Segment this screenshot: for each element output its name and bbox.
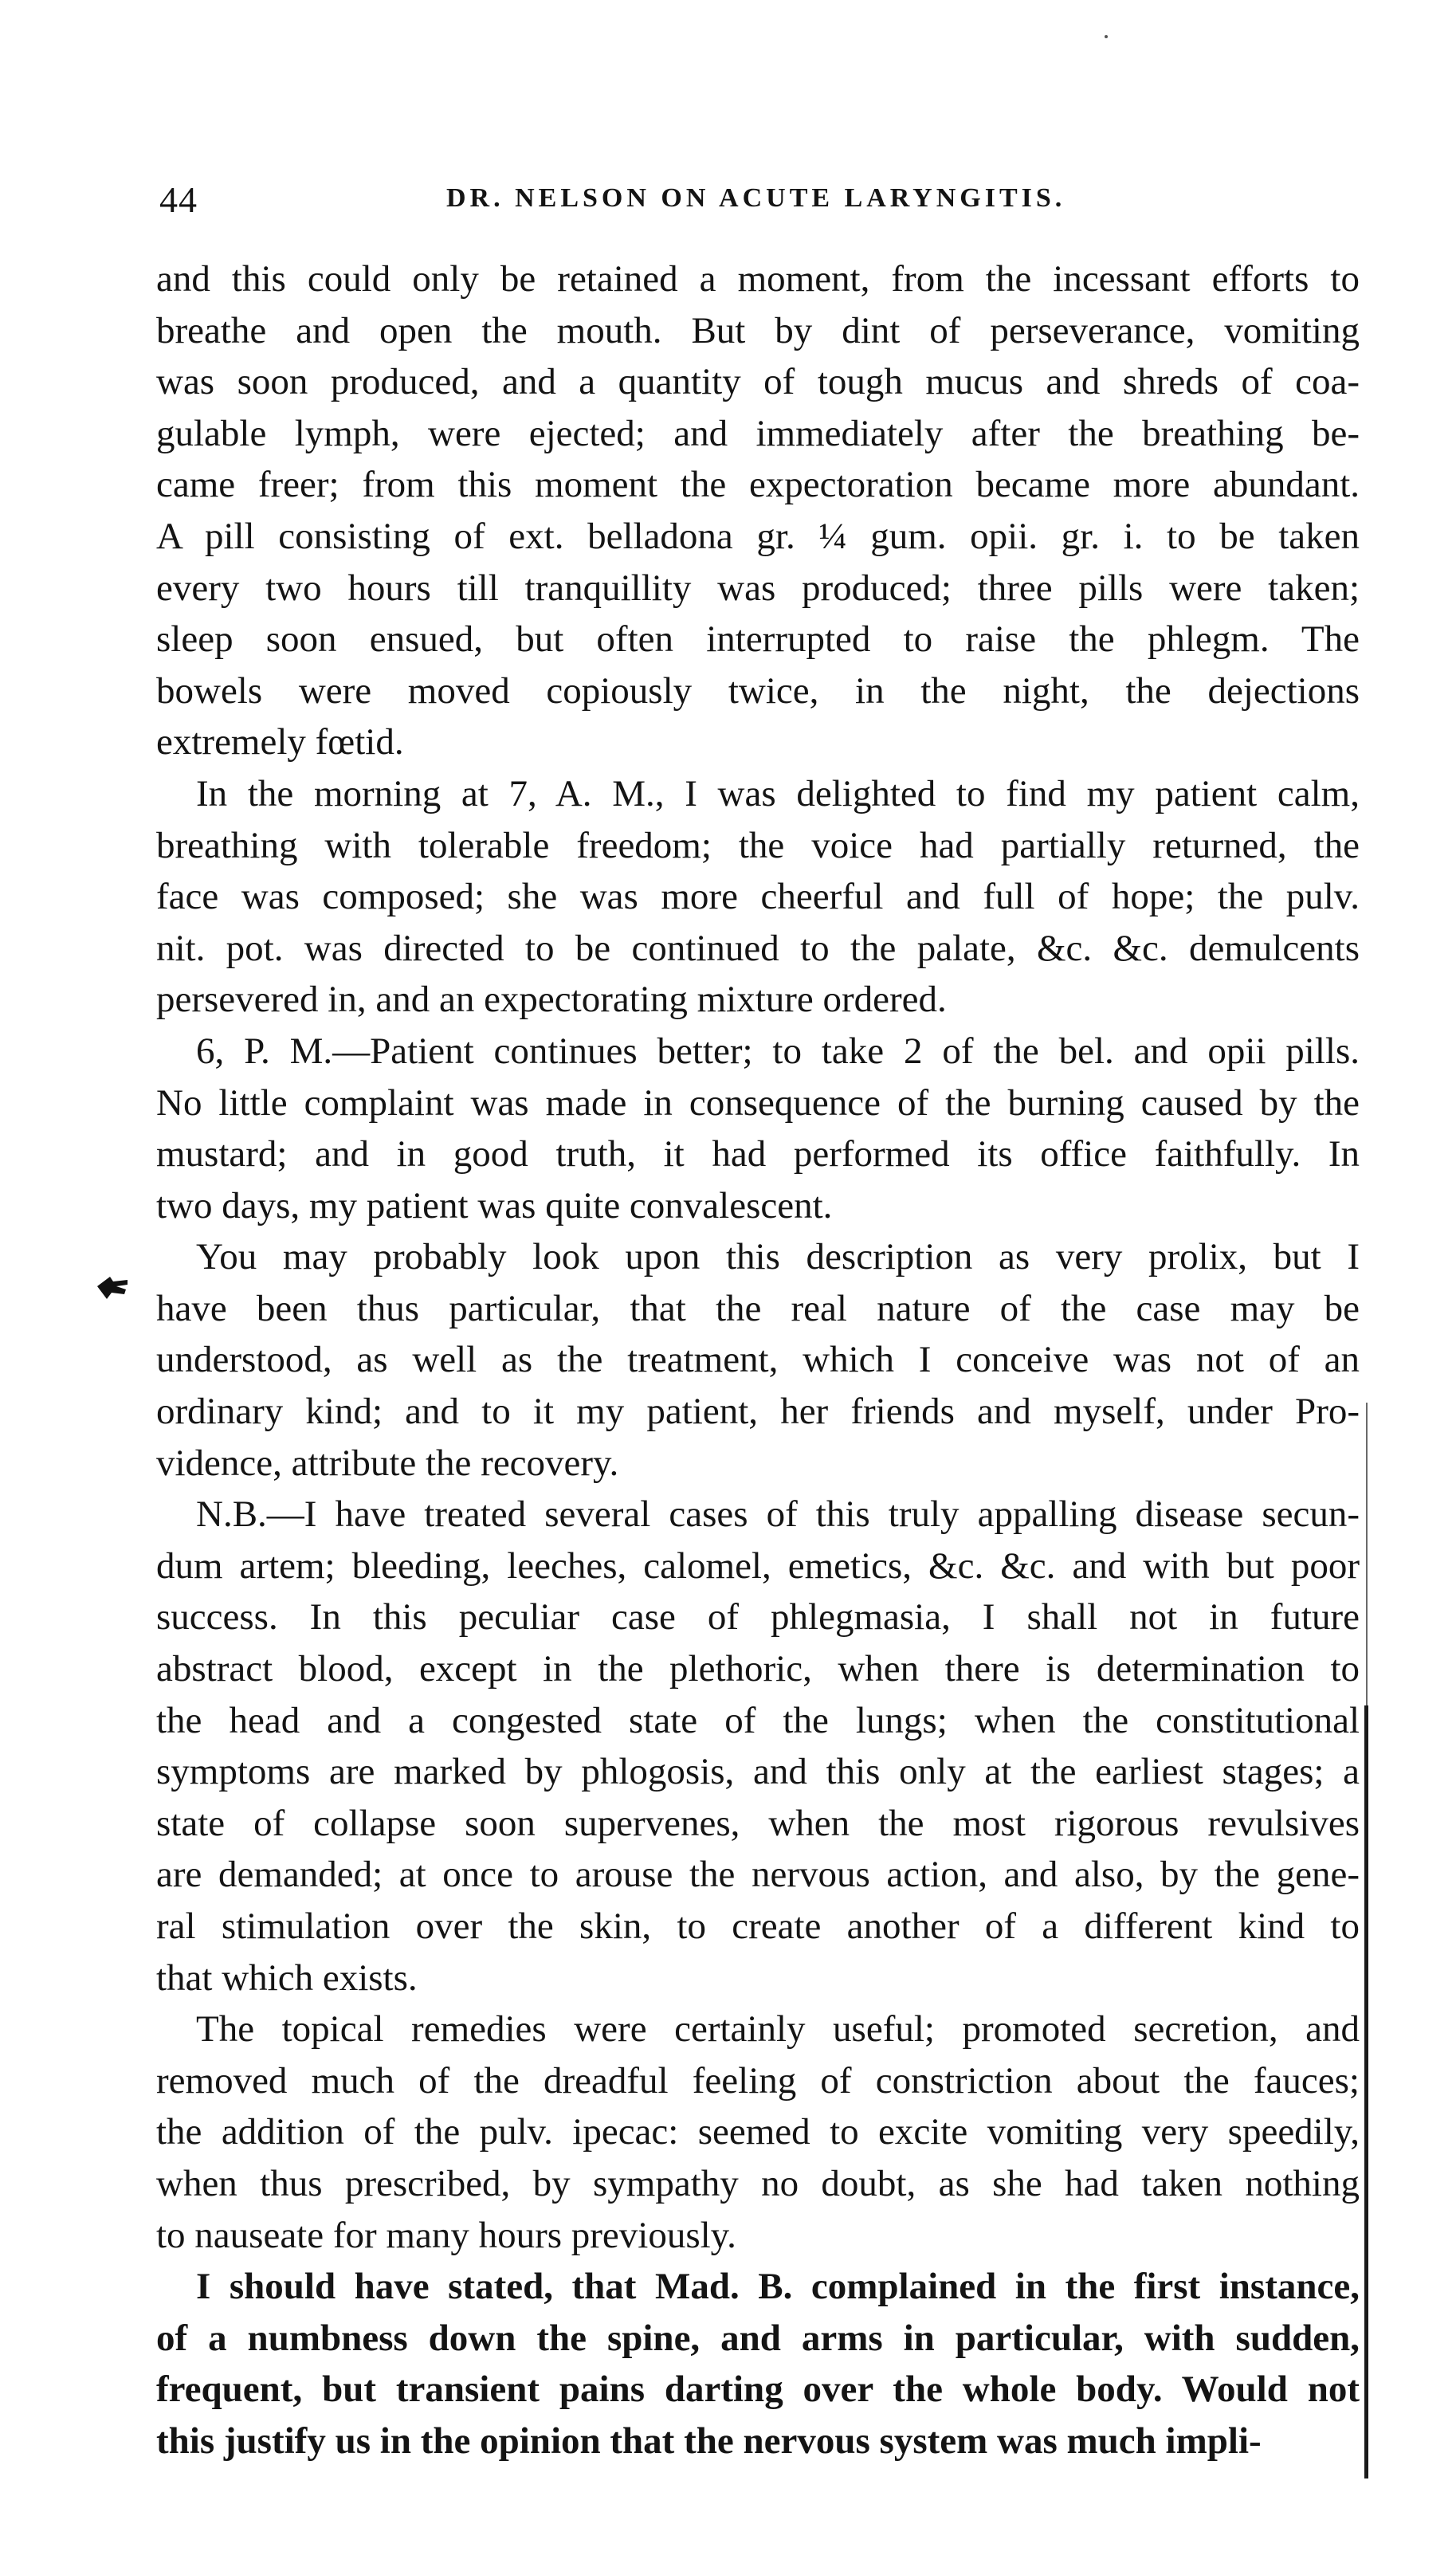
paragraph [156, 768, 1360, 1026]
text-line: symptoms are marked by phlogosis, and this only at the earliest stages; a [156, 1751, 1360, 1793]
text-line: A pill consisting of ext. belladona gr. ¼ gum. opii. gr. i. to be taken [156, 515, 1360, 557]
text-line: I should have stated, that Mad. B. complained in the first instance, [196, 2266, 1360, 2308]
text-line: have been thus particular, that the real nature of the case may be [156, 1287, 1360, 1329]
text-line: The topical remedies were certainly useful; promoted secretion, and [196, 2008, 1360, 2051]
text-line: sleep soon ensued, but often interrupted to raise the phlegm. The [156, 618, 1360, 661]
paragraph [156, 253, 1360, 768]
text-line: two days, my patient was quite convalescent. [156, 1184, 833, 1226]
text-line: abstract blood, except in the plethoric, when there is determination to [156, 1648, 1360, 1690]
text-line: breathe and open the mouth. But by dint of perseverance, vomiting [156, 309, 1360, 351]
text-line: extremely fœtid. [156, 721, 404, 763]
text-line: persevered in, and an expectorating mixture ordered. [156, 979, 947, 1021]
text-line: nit. pot. was directed to be continued to the palate, &c. &c. demulcents [156, 927, 1360, 969]
paragraph [156, 2004, 1360, 2261]
text-line: was soon produced, and a quantity of tough mucus and shreds of coa- [156, 361, 1360, 403]
text-line: the head and a congested state of the lungs; when the constitutional [156, 1699, 1360, 1741]
scan-speck [1105, 35, 1108, 38]
text-line: when thus prescribed, by sympathy no doubt, as she had taken nothing [156, 2162, 1360, 2204]
text-line: state of collapse soon supervenes, when the most rigorous revulsives [156, 1802, 1360, 1844]
text-line: N.B.—I have treated several cases of this truly appalling disease secun- [196, 1493, 1360, 1536]
text-line: face was composed; she was more cheerful and full of hope; the pulv. [156, 876, 1360, 918]
text-line: bowels were moved copiously twice, in the night, the dejections [156, 669, 1360, 712]
text-line: 6, P. M.—Patient continues better; to take 2 of the bel. and opii pills. [196, 1030, 1360, 1072]
text-line: In the morning at 7, A. M., I was delighted to find my patient calm, [196, 772, 1360, 814]
text-line: ordinary kind; and to it my patient, her friends and myself, under Pro- [156, 1391, 1360, 1433]
text-line: every two hours till tranquillity was produced; three pills were taken; [156, 567, 1360, 609]
text-line: the addition of the pulv. ipecac: seemed to excite vomiting very speedily, [156, 2111, 1360, 2153]
text-line: that which exists. [156, 1956, 418, 1999]
text-line: this justify us in the opinion that the nervous system was much impli- [156, 2420, 1262, 2462]
text-line: understood, as well as the treatment, which I conceive was not of an [156, 1339, 1360, 1381]
pointing-hand-icon [96, 1274, 129, 1301]
text-line: to nauseate for many hours previously. [156, 2214, 736, 2256]
text-line: ral stimulation over the skin, to create another of a different kind to [156, 1905, 1360, 1947]
text-line: came freer; from this moment the expectoration became more abundant. [156, 464, 1360, 506]
paragraph [156, 1231, 1360, 1489]
page-header [159, 179, 1355, 226]
text-line: mustard; and in good truth, it had performed its office faithfully. In [156, 1133, 1360, 1175]
running-head: DR. NELSON ON ACUTE LARYNGITIS. [446, 183, 1066, 213]
text-line: and this could only be retained a moment, from the incessant efforts to [156, 258, 1360, 300]
text-line: frequent, but transient pains darting over the whole body. Would not [156, 2369, 1360, 2411]
text-line: of a numbness down the spine, and arms in particular, with sudden, [156, 2317, 1360, 2359]
margin-rule-light [1366, 1403, 1368, 1705]
text-line: breathing with tolerable freedom; the voice had partially returned, the [156, 824, 1360, 866]
text-line: dum artem; bleeding, leeches, calomel, emetics, &c. &c. and with but poor [156, 1544, 1360, 1587]
margin-rule-dark [1364, 1705, 1368, 2478]
text-line: vidence, attribute the recovery. [156, 1442, 619, 1484]
text-line: are demanded; at once to arouse the nervous action, and also, by the gene- [156, 1854, 1360, 1896]
body-text [156, 253, 1360, 2467]
paragraph [156, 1026, 1360, 1231]
page-number: 44 [159, 179, 198, 220]
text-line: removed much of the dreadful feeling of constriction about the fauces; [156, 2059, 1360, 2102]
paragraph [156, 2261, 1360, 2467]
text-line: success. In this peculiar case of phlegmasia, I shall not in future [156, 1596, 1360, 1639]
text-line: gulable lymph, were ejected; and immediately after the breathing be- [156, 412, 1360, 454]
paragraph [156, 1489, 1360, 2004]
text-line: You may probably look upon this description as very prolix, but I [196, 1236, 1360, 1278]
text-line: No little complaint was made in consequence of the burning caused by the [156, 1081, 1360, 1124]
